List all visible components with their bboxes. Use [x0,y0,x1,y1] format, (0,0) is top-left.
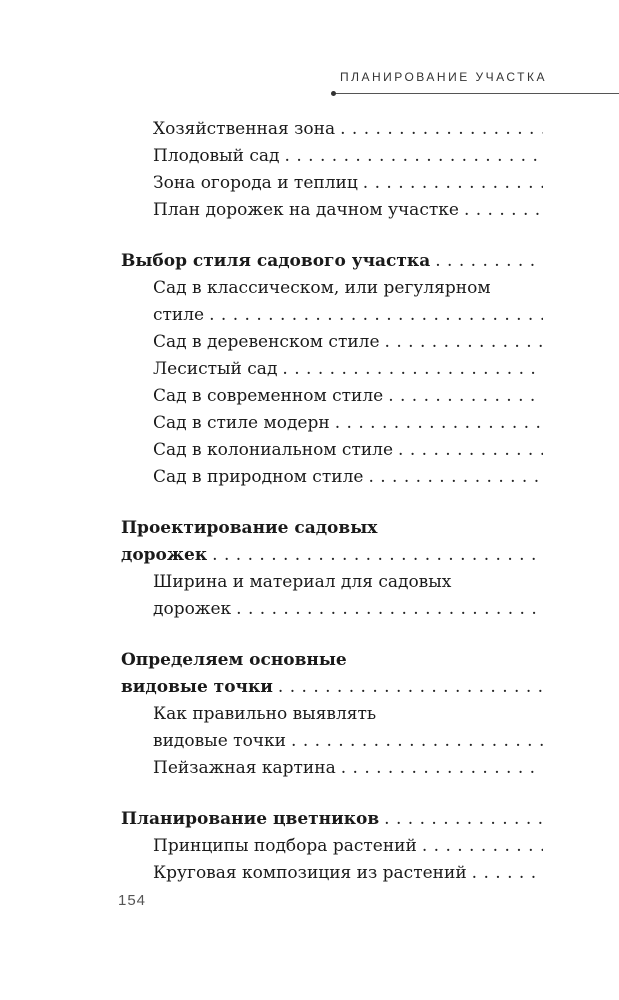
toc-entry-line [153,275,543,302]
toc-entry-line [153,569,543,596]
toc-entry-line [153,833,543,860]
toc-section [121,116,543,224]
header-rule-dot [331,91,336,96]
toc-chapter-entry[interactable] [121,806,543,833]
chapter-title: Планирование цветников [121,809,380,829]
toc-chapter-entry[interactable] [121,248,543,275]
toc-section [121,248,543,491]
entry-title: Сад в природном стиле [153,467,364,487]
entry-title: Лесистый сад [153,359,278,379]
chapter-title: Выбор стиля садового участка [121,251,431,271]
toc-entry-line [153,302,543,329]
entry-title: План дорожек на дачном участке [153,200,459,220]
toc-entry-line [153,410,543,437]
entry-title: Сад в колониальном стиле [153,440,394,460]
toc-entry[interactable] [153,464,543,491]
entry-title: стиле [153,305,205,325]
toc-entry-line [153,860,543,887]
toc-entry[interactable] [153,410,543,437]
toc-entry[interactable] [153,116,543,143]
toc-entry[interactable] [153,437,543,464]
toc-entry-line [153,728,543,755]
dot-leader [278,674,543,701]
toc-entry-line [153,383,543,410]
entry-title: Сад в современном стиле [153,386,384,406]
toc-entry-line [153,143,543,170]
dot-leader [212,542,543,569]
toc-section [121,806,543,887]
table-of-contents [121,116,543,911]
dot-leader [291,728,543,755]
toc-entry[interactable] [153,701,543,755]
entry-title: дорожек [153,599,232,619]
toc-entry[interactable] [153,329,543,356]
toc-entry[interactable] [153,383,543,410]
dot-leader [398,437,543,464]
entry-title: Сад в стиле модерн [153,413,330,433]
toc-entry-line [121,542,543,569]
entry-title: Пейзажная картина [153,758,336,778]
toc-entry[interactable] [153,833,543,860]
toc-entry-line [121,806,543,833]
toc-entry-line [153,356,543,383]
page-number: 154 [118,892,147,909]
toc-entry-line [153,701,543,728]
header-rule [333,93,619,94]
dot-leader [341,755,543,782]
toc-entry[interactable] [153,275,543,329]
toc-entry-line [121,248,543,275]
toc-entry-line [153,170,543,197]
entry-title: Хозяйственная зона [153,119,336,139]
toc-entry[interactable] [153,569,543,623]
chapter-title: Проектирование садовых [121,518,378,538]
toc-entry[interactable] [153,197,543,224]
toc-entry-line [153,437,543,464]
entry-title: Плодовый сад [153,146,280,166]
toc-section [121,647,543,782]
toc-entry-line [153,755,543,782]
running-header: ПЛАНИРОВАНИЕ УЧАСТКА [339,70,547,84]
toc-entry[interactable] [153,356,543,383]
dot-leader [472,860,543,887]
toc-entry-line [153,197,543,224]
toc-entry-line [153,116,543,143]
dot-leader [285,143,543,170]
toc-entry-line [153,596,543,623]
entry-title: Зона огорода и теплиц [153,173,358,193]
dot-leader [384,806,543,833]
dot-leader [363,170,543,197]
entry-title: Ширина и материал для садовых [153,572,452,592]
dot-leader [464,197,543,224]
toc-entry[interactable] [153,170,543,197]
toc-entry-line [153,329,543,356]
dot-leader [209,302,543,329]
toc-section [121,515,543,623]
dot-leader [422,833,543,860]
toc-entry-line [121,674,543,701]
dot-leader [388,383,543,410]
dot-leader [340,116,543,143]
entry-title: Сад в классическом, или регулярном [153,278,491,298]
dot-leader [385,329,543,356]
toc-entry-line [121,515,543,542]
chapter-title: дорожек [121,545,208,565]
toc-entry-line [153,464,543,491]
chapter-title: видовые точки [121,677,273,697]
toc-chapter-entry[interactable] [121,647,543,701]
toc-chapter-entry[interactable] [121,515,543,569]
entry-title: Принципы подбора растений [153,836,417,856]
toc-entry[interactable] [153,143,543,170]
dot-leader [335,410,543,437]
entry-title: видовые точки [153,731,287,751]
toc-entry-line [121,647,543,674]
dot-leader [236,596,543,623]
dot-leader [282,356,543,383]
dot-leader [435,248,543,275]
dot-leader [368,464,543,491]
entry-title: Круговая композиция из растений [153,863,467,883]
toc-entry[interactable] [153,755,543,782]
toc-entry[interactable] [153,860,543,887]
entry-title: Сад в деревенском стиле [153,332,380,352]
chapter-title: Определяем основные [121,650,347,670]
entry-title: Как правильно выявлять [153,704,377,724]
